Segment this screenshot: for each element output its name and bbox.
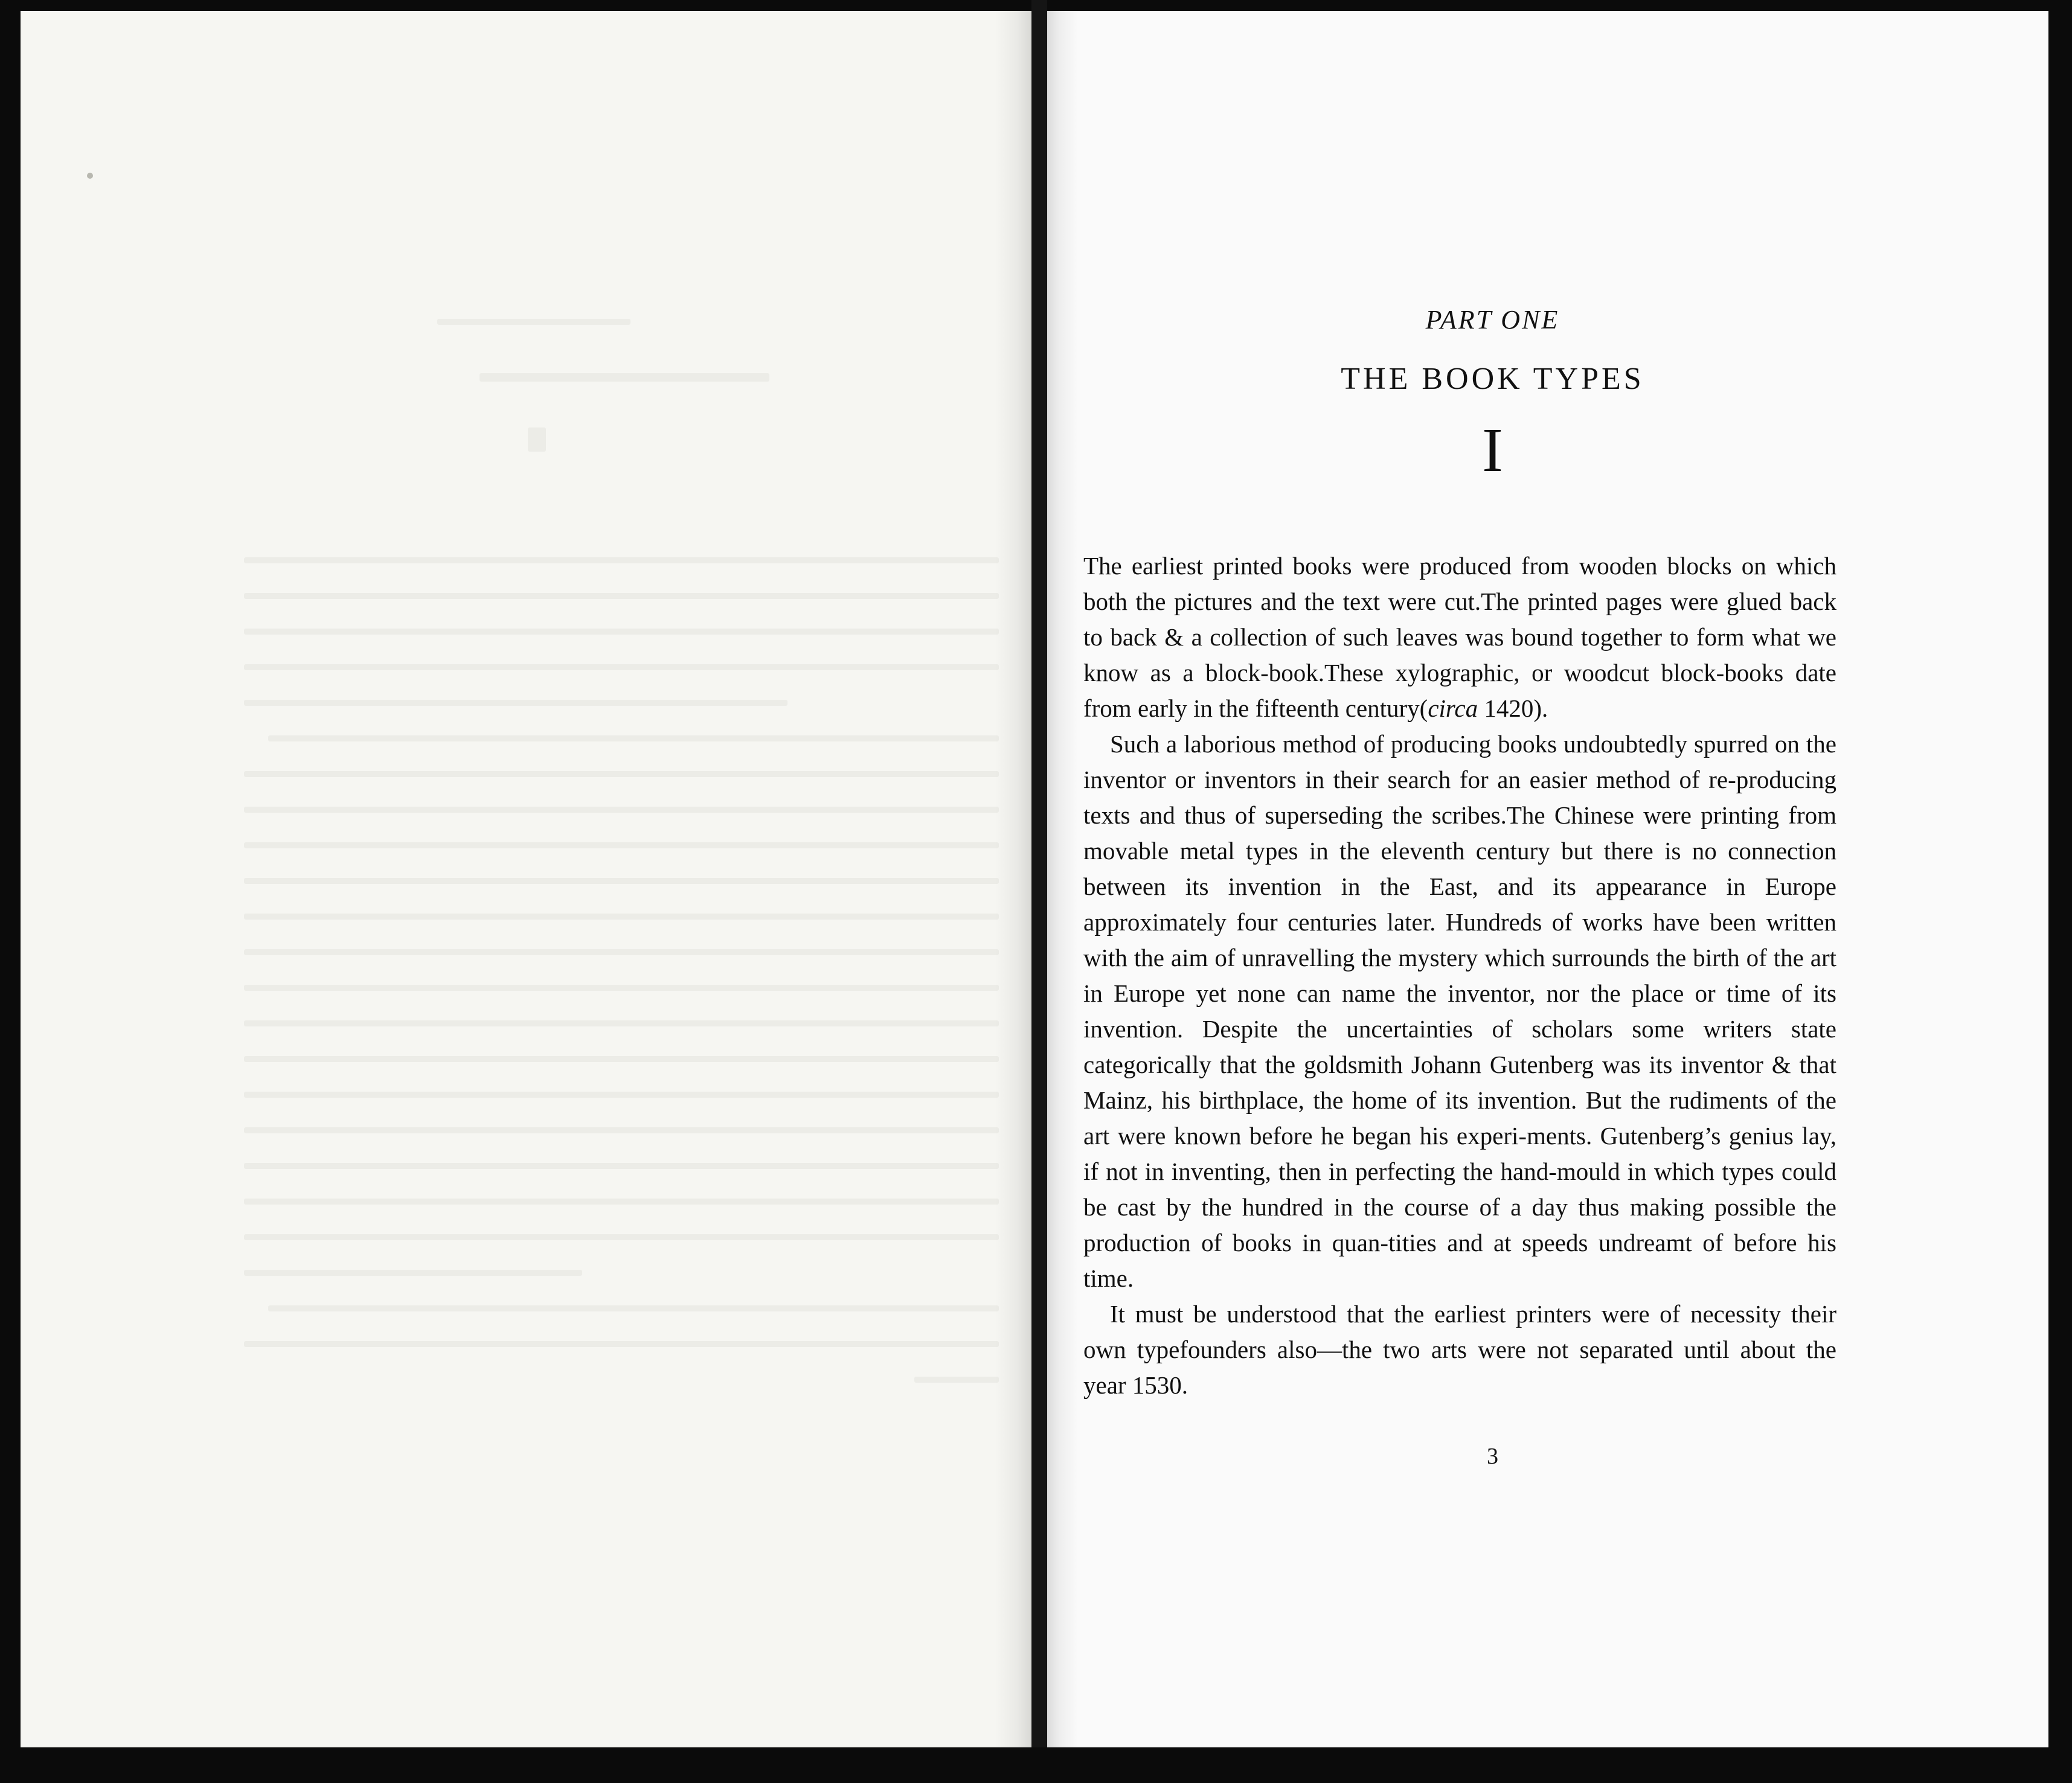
- spine-shadow-right: [1047, 11, 1077, 1747]
- part-title: THE BOOK TYPES: [1341, 362, 1644, 396]
- right-page: [1047, 11, 2048, 1747]
- book-gutter: [1031, 0, 1047, 1783]
- chapter-number: I: [1482, 415, 1503, 485]
- italic-circa: circa: [1428, 694, 1478, 722]
- page-number: 3: [1487, 1444, 1498, 1469]
- body-text: [1083, 548, 1836, 1403]
- part-label: PART ONE: [1425, 305, 1560, 335]
- show-through-text: [21, 11, 1031, 1747]
- paragraph-3: It must be understood that the earliest printers were of necessity their own typefounders also—the two arts were not separated until about the year 1530.: [1083, 1300, 1836, 1399]
- left-page-blank: [21, 11, 1031, 1747]
- paragraph-1: The earliest printed books were produced from wooden blocks on which both the pictures and the text were cut.The printed pages were glued back to back & a collection of such leaves was bound together to form what we know as a block-book.These xylographic, or woodcut block-books date from early in the fifteenth century(circa 1420).: [1083, 552, 1836, 722]
- paragraph-2: Such a laborious method of producing books undoubtedly spurred on the inventor or inventors in their search for an easier method of re-producing texts and thus of superseding the scribes.The Chinese were printing from movable metal types in the eleventh century but there is no connection between its invention in the East, and its appearance in Europe approximately four centuries later. Hundreds of works have been written with the aim of unravelling the mystery which surrounds the birth of the art in Europe yet none can name the inventor, nor the place or time of its invention. Despite the uncertainties of scholars some writers state categorically that the goldsmith Johann Gutenberg was its inventor & that Mainz, his birthplace, the home of its invention. But the rudiments of the art were known before he began his experi-ments. Gutenberg’s genius lay, if not in inventing, then in perfecting the hand-mould in which types could be cast by the hundred in the course of a day thus making possible the production of books in quan-tities and at speeds undreamt of before his time.: [1083, 730, 1836, 1292]
- spine-shadow-left: [995, 11, 1031, 1747]
- scan-border-bottom: [0, 1747, 2072, 1783]
